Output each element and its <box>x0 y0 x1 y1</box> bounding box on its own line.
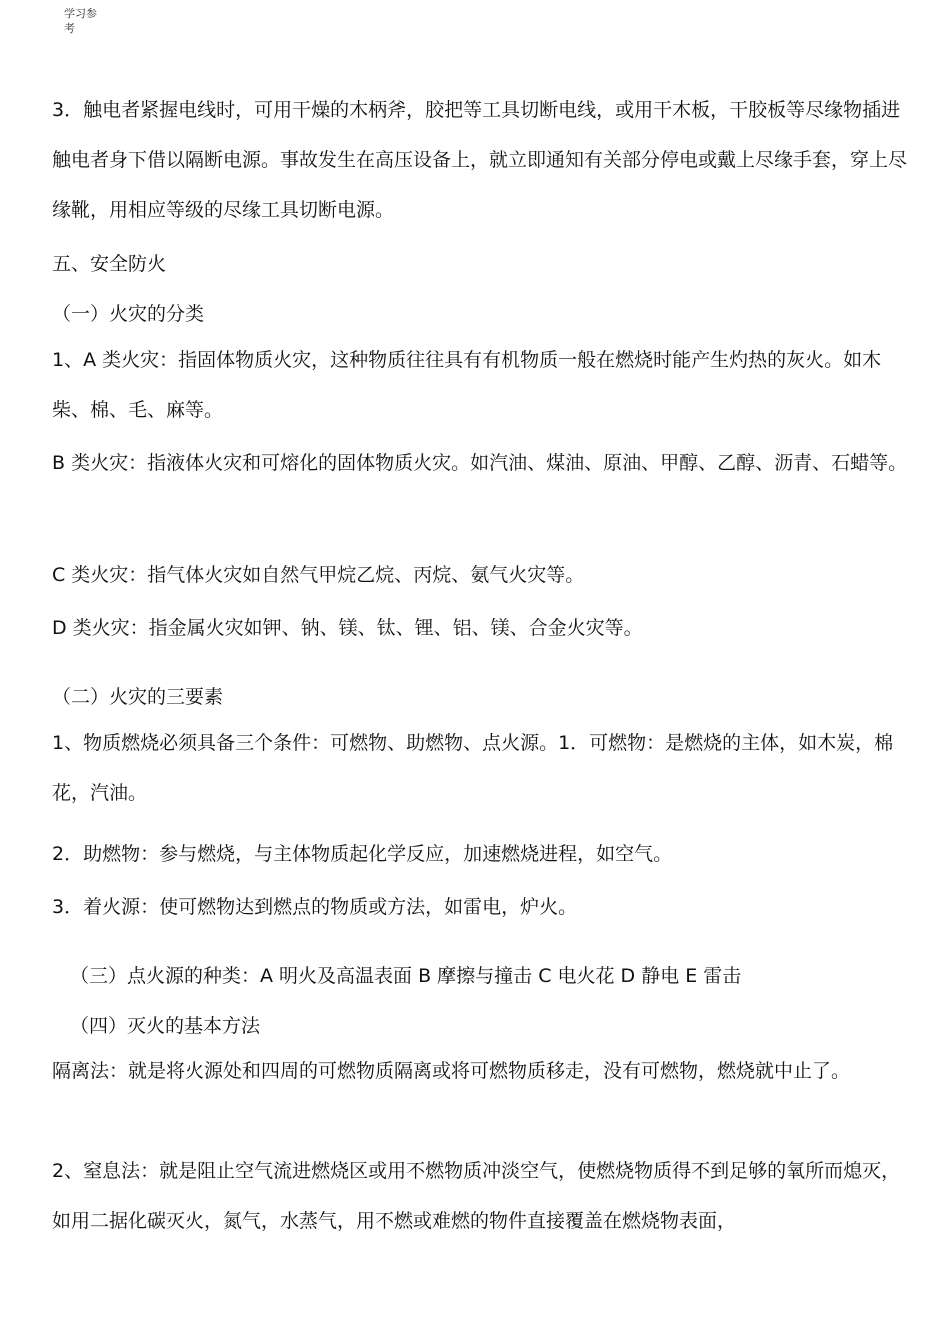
paragraph-class-d: D 类火灾：指金属火灾如钾、钠、镁、钛、锂、铝、镁、合金火灾等。 <box>52 617 643 639</box>
paragraph-class-b: B 类火灾：指液体火灾和可熔化的固体物质火灾。如汽油、煤油、原油、甲醇、乙醇、沥青、石蜡等。 <box>52 452 908 474</box>
header-line-1: 学习参 <box>64 7 97 20</box>
paragraph-class-a: 1、A 类火灾：指固体物质火灾，这种物质往往具有有机物质一般在燃烧时能产生灼热的灰火。如木柴、棉、毛、麻等。 <box>52 349 882 421</box>
paragraph-class-c: C 类火灾：指气体火灾如自然气甲烷乙烷、丙烷、氨气火灾等。 <box>52 564 585 586</box>
paragraph-insulation: 3．触电者紧握电线时，可用干燥的木柄斧，胶把等工具切断电线，或用干木板，干胶板等尽缘物插进触电者身下借以隔断电源。事故发生在高压设备上，就立即通知有关部分停电或戴上尽缘手套，穿上尽缘靴，用相应等级的尽缘工具切断电源。 <box>52 99 908 221</box>
paragraph-isolation-method: 隔离法：就是将火源处和四周的可燃物质隔离或将可燃物质移走，没有可燃物，燃烧就中止了。 <box>52 1060 851 1082</box>
paragraph-three-conditions: 1、物质燃烧必须具备三个条件：可燃物、助燃物、点火源。1．可燃物：是燃烧的主体，如木炭，棉花，汽油。 <box>52 732 894 804</box>
subheading-extinguish-methods: （四）灭火的基本方法 <box>70 1015 261 1037</box>
subheading-ignition-types: （三）点火源的种类：A 明火及高温表面 B 摩擦与撞击 C 电火花 D 静电 E 雷击 <box>70 965 742 987</box>
section-heading-fire-safety: 五、安全防火 <box>52 253 167 275</box>
paragraph-oxidizer: 2．助燃物：参与燃烧，与主体物质起化学反应，加速燃烧进程，如空气。 <box>52 843 673 865</box>
page-header <box>64 6 124 36</box>
subheading-three-elements: （二）火灾的三要素 <box>52 686 224 708</box>
subheading-fire-classification: （一）火灾的分类 <box>52 303 205 325</box>
paragraph-suffocation-method: 2、窒息法：就是阻止空气流进燃烧区或用不燃物质冲淡空气，使燃烧物质得不到足够的氧所而熄灭，如用二据化碳灭火，氮气，水蒸气，用不燃或难燃的物件直接覆盖在燃烧物表面， <box>52 1160 901 1232</box>
paragraph-ignition: 3．着火源：使可燃物达到燃点的物质或方法，如雷电，炉火。 <box>52 896 578 918</box>
header-line-2: 考 <box>64 22 75 35</box>
